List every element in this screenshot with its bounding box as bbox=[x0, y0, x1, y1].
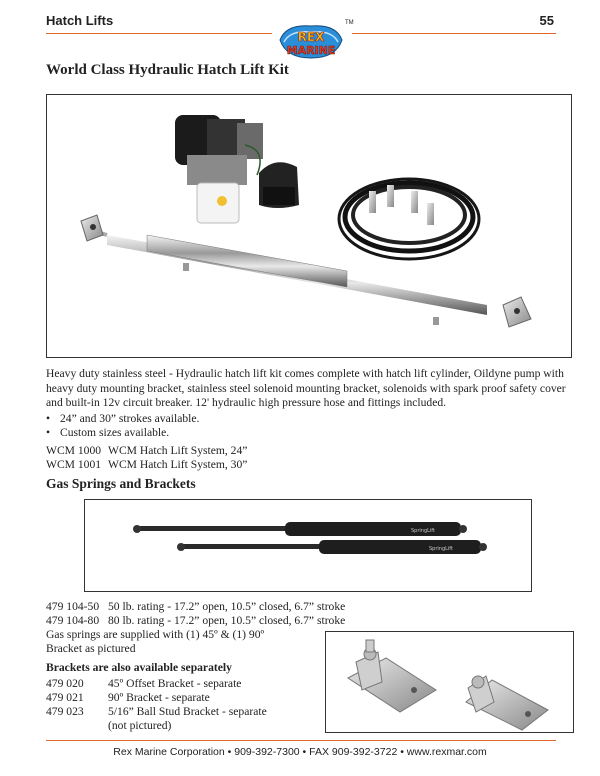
logo-text-marine: MARINE bbox=[286, 44, 336, 57]
product-desc: 5/16” Ball Stud Bracket - separate bbox=[108, 705, 267, 718]
note-line: Gas springs are supplied with (1) 45º & (1) 90º bbox=[46, 628, 265, 641]
gas-note bbox=[46, 628, 264, 656]
spring-label: SpringLift bbox=[429, 546, 453, 552]
product-code: 479 104-50 bbox=[46, 600, 100, 613]
product-desc: WCM Hatch Lift System, 24” bbox=[108, 444, 248, 457]
fitting bbox=[427, 203, 434, 225]
kit-description: Heavy duty stainless steel - Hydraulic hatch lift kit comes complete with hatch lift cylinder, Oildyne pump with heavy duty mounting bracket, stainless steel solenoid mounting bracket, solenoids with spark proof safety cover and built-in 12v circuit breaker. 12' hydraulic high pressure hose and fittings included. bbox=[46, 367, 566, 409]
kit-feature-list bbox=[46, 412, 199, 440]
product-desc: WCM Hatch Lift System, 30” bbox=[108, 458, 248, 471]
kit-product-list bbox=[46, 444, 247, 472]
page-number: 55 bbox=[539, 13, 554, 28]
gas-spring-rod bbox=[183, 544, 323, 549]
kit-photo bbox=[46, 94, 572, 358]
product-row bbox=[46, 691, 267, 705]
fitting bbox=[411, 191, 418, 213]
product-code: 479 020 bbox=[46, 677, 84, 690]
product-desc-extra: (not pictured) bbox=[108, 719, 172, 732]
brackets-photo bbox=[325, 631, 574, 733]
header-rule-right bbox=[352, 33, 556, 34]
fitting bbox=[369, 191, 376, 213]
product-code: 479 021 bbox=[46, 691, 84, 704]
product-row bbox=[46, 458, 247, 472]
gas-spring-rod bbox=[139, 526, 289, 531]
product-code: 479 104-80 bbox=[46, 614, 100, 627]
trademark-mark: TM bbox=[345, 20, 354, 26]
footer-contact: Rex Marine Corporation • 909-392-7300 • FAX 909-392-3722 • www.rexmar.com bbox=[113, 746, 487, 758]
kit-title: World Class Hydraulic Hatch Lift Kit bbox=[46, 62, 289, 78]
product-code: WCM 1000 bbox=[46, 444, 102, 457]
product-desc: 50 lb. rating - 17.2” open, 10.5” closed, 6.7” stroke bbox=[108, 600, 346, 613]
product-row bbox=[46, 705, 267, 719]
note-line: Bracket as pictured bbox=[46, 642, 136, 655]
hydraulic-hose bbox=[345, 183, 473, 251]
gas-product-list bbox=[46, 600, 345, 628]
product-row bbox=[46, 600, 345, 614]
spring-label: SpringLift bbox=[411, 528, 435, 534]
brackets-title: Brackets are also available separately bbox=[46, 661, 232, 674]
product-row bbox=[46, 719, 267, 733]
product-code: WCM 1001 bbox=[46, 458, 102, 471]
product-desc: 80 lb. rating - 17.2” open, 10.5” closed, 6.7” stroke bbox=[108, 614, 346, 627]
section-title: Hatch Lifts bbox=[46, 13, 114, 28]
logo-text-rex: REX bbox=[297, 30, 325, 44]
header-rule-left bbox=[46, 33, 272, 34]
gas-springs-title: Gas Springs and Brackets bbox=[46, 476, 196, 491]
list-item: • Custom sizes available. bbox=[46, 426, 199, 440]
brackets-list bbox=[46, 677, 267, 733]
product-row bbox=[46, 444, 247, 458]
product-row bbox=[46, 614, 345, 628]
rex-marine-logo bbox=[276, 20, 346, 62]
product-desc: 45º Offset Bracket - separate bbox=[108, 677, 242, 690]
product-desc: 90º Bracket - separate bbox=[108, 691, 210, 704]
fitting bbox=[387, 185, 394, 207]
footer-rule bbox=[46, 740, 556, 741]
product-code: 479 023 bbox=[46, 705, 84, 718]
list-item: • 24” and 30” strokes available. bbox=[46, 412, 199, 426]
gas-spring-body bbox=[319, 540, 481, 554]
gas-springs-photo bbox=[84, 499, 532, 592]
product-row bbox=[46, 677, 267, 691]
